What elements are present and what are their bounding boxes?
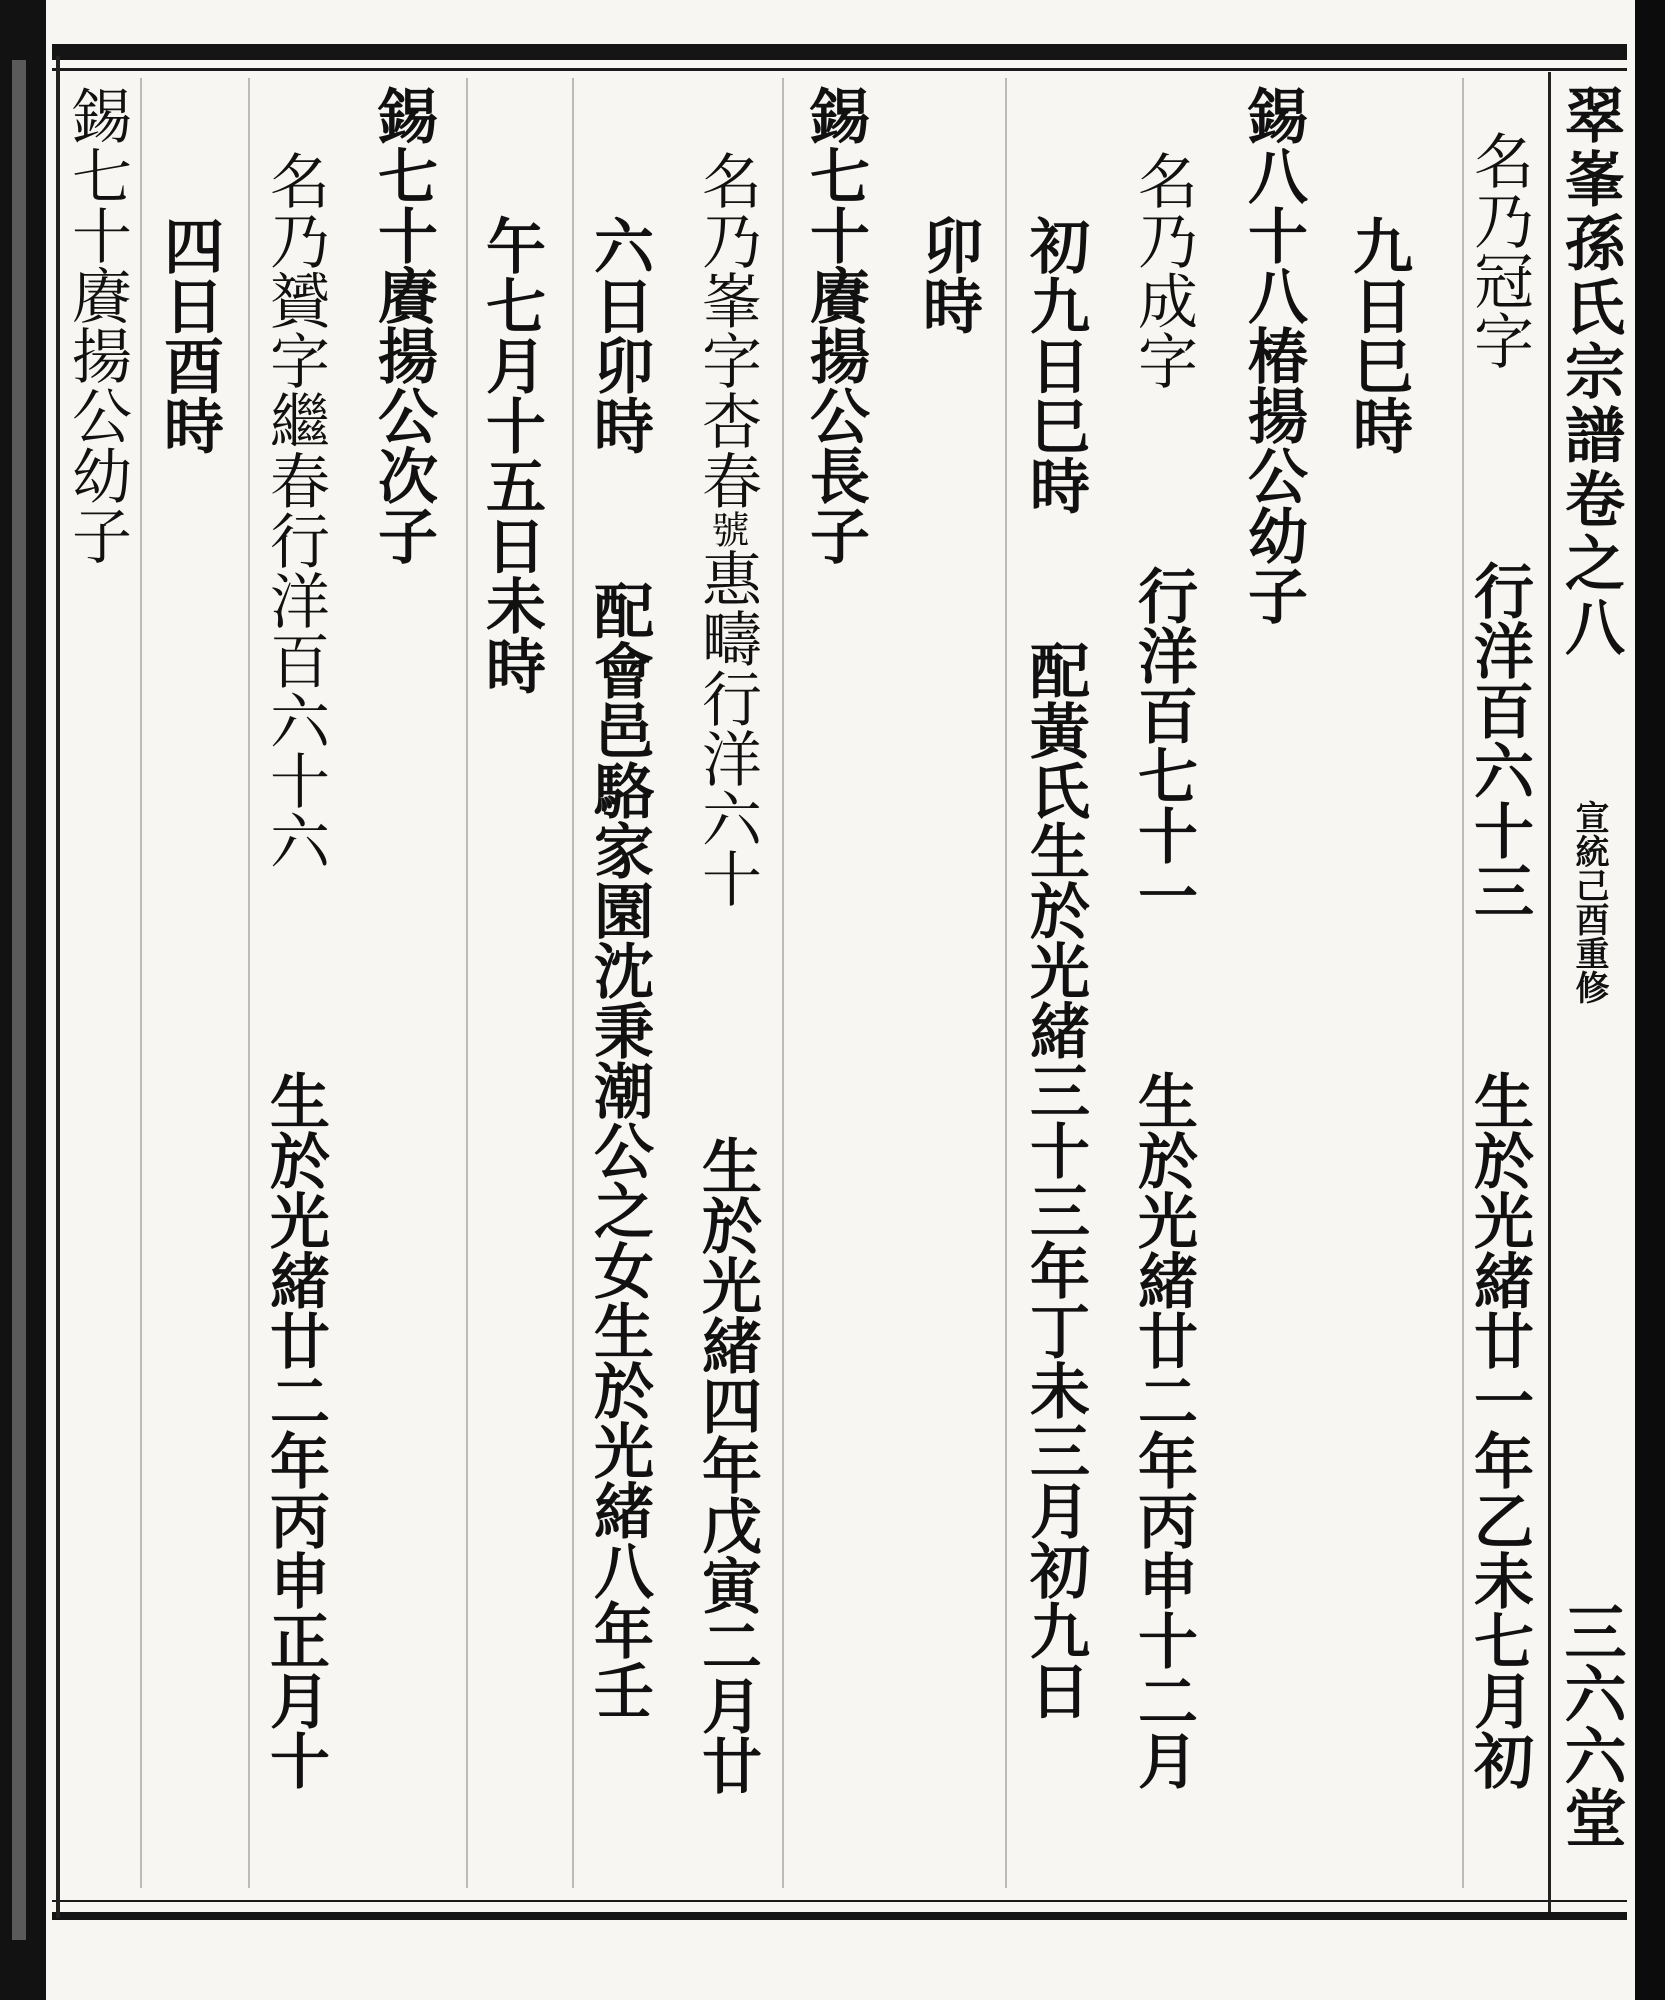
entry-2-spouse-cont: 卯時 [913,215,983,335]
folio-digits: 三六六 [1554,1600,1627,1786]
column-divider [466,78,468,1888]
scan-edge-right [1635,0,1665,2000]
column-divider [248,78,250,1888]
entry-3-name-line [694,150,760,908]
entry-5-heading: 錫七十賡揚公幼子 [62,85,132,565]
hall-mark: 堂 [1554,1786,1627,1848]
volume-label: 卷之八 [1555,468,1625,660]
bottom-border-thin [52,1900,1627,1902]
entry-3-birth-cont: 六日卯時 [584,215,654,455]
book-title-text: 翠峯孫氏宗譜 [1555,84,1625,468]
entry-3-birth: 生於光緒四年戊寅二月廿 [692,1135,762,1795]
entry-3-name-b: 惠疇行洋六十 [692,548,762,908]
top-border-thick [52,44,1627,60]
entry-4-name-line: 名乃贇字繼春行洋百六十六 [260,150,330,870]
entry-1-birth-cont: 九日巳時 [1343,215,1413,455]
folio-number [1554,1600,1627,1848]
column-divider [140,78,142,1888]
left-frame-line [56,56,60,1918]
entry-3-spouse-cont: 午七月十五日未時 [476,215,546,695]
top-border-thin [52,68,1627,71]
hao-mark: 號 [705,510,749,548]
entry-1-birth: 生於光緒廿一年乙未七月初 [1464,1070,1534,1790]
entry-3-name-a: 名乃峯字杏春 [692,150,762,510]
entry-2-birth: 生於光緒廿二年丙申十二月 [1128,1070,1198,1790]
entry-4-birth: 生於光緒廿二年丙申正月十 [260,1070,330,1790]
entry-2-heading: 錫八十八椿揚公幼子 [1238,85,1308,625]
column-divider [572,78,574,1888]
entry-2-rank: 行洋百七十一 [1128,565,1198,925]
entry-2-name-line: 名乃成字 [1128,150,1198,390]
entry-3-spouse: 配會邑駱家園沈秉潮公之女生於光緒八年壬 [584,580,654,1720]
entry-1-name-line: 名乃冠字 [1464,130,1534,370]
entry-3-heading: 錫七十賡揚公長子 [800,85,870,565]
scan-edge-left-inner [12,60,26,1940]
entry-4-birth-cont: 四日酉時 [154,215,224,455]
entry-1-rank: 行洋百六十三 [1464,560,1534,920]
column-divider [782,78,784,1888]
entry-2-spouse: 配黃氏生於光緒三十三年丁未三月初九日 [1020,640,1090,1720]
bottom-border-thick [52,1912,1627,1920]
edition-note: 宣統己酉重修 [1569,800,1609,1004]
column-divider [1005,78,1007,1888]
entry-4-heading: 錫七十賡揚公次子 [368,85,438,565]
entry-2-birth-cont: 初九日巳時 [1020,215,1090,515]
book-title [1556,84,1624,660]
